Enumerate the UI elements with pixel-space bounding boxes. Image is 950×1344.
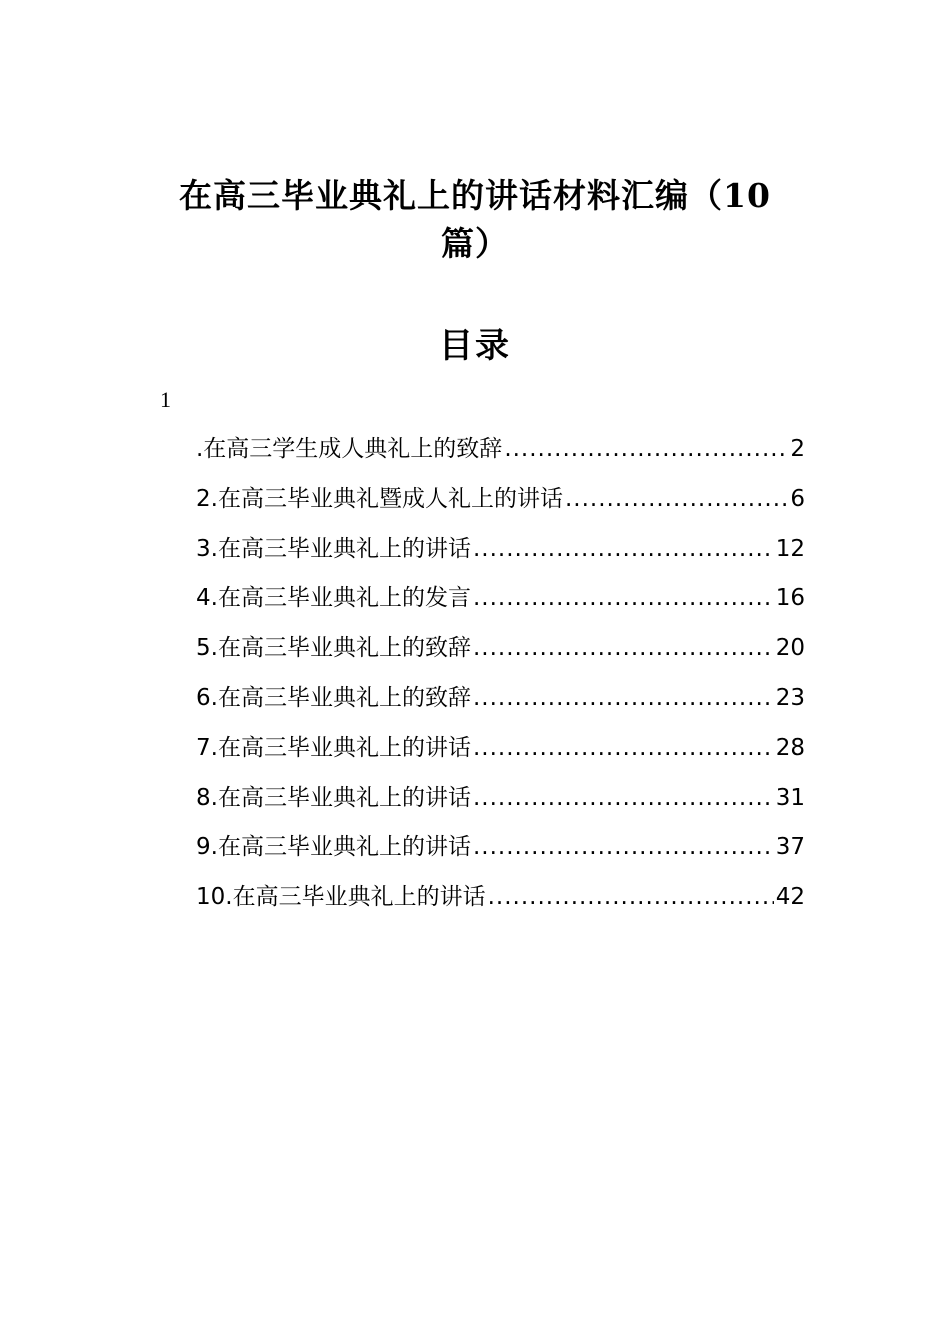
toc-entry-8[interactable] <box>196 779 805 829</box>
toc-dot-leader <box>473 828 774 866</box>
toc-entry-title: 8.在高三毕业典礼上的讲话 <box>196 784 471 811</box>
toc-dot-leader <box>473 579 774 617</box>
toc-entry-title: .在高三学生成人典礼上的致辞 <box>196 436 503 462</box>
toc-entry-9[interactable] <box>196 828 805 878</box>
document-title-line-1: 在高三毕业典礼上的讲话材料汇编（10 <box>179 176 771 215</box>
toc-entry-5[interactable] <box>196 629 805 679</box>
toc-entry-title: 7.在高三毕业典礼上的讲话 <box>196 734 471 761</box>
toc-entry-2[interactable] <box>196 480 805 530</box>
toc-entry-4[interactable] <box>196 579 805 629</box>
toc-entry-title: 4.在高三毕业典礼上的发言 <box>196 585 471 612</box>
toc-dot-leader <box>473 530 774 568</box>
table-of-contents <box>196 430 805 928</box>
toc-dot-leader <box>488 878 774 916</box>
toc-entry-title: 3.在高三毕业典礼上的讲话 <box>196 535 471 562</box>
toc-entry-title: 2.在高三毕业典礼暨成人礼上的讲话 <box>196 485 563 512</box>
toc-entry-title: 10.在高三毕业典礼上的讲话 <box>196 884 486 911</box>
toc-dot-leader <box>473 629 774 667</box>
toc-entry-3[interactable] <box>196 530 805 580</box>
toc-page-number: 6 <box>790 485 805 512</box>
document-title <box>160 172 790 268</box>
toc-entry-title: 9.在高三毕业典礼上的讲话 <box>196 834 471 861</box>
toc-dot-leader <box>504 430 788 468</box>
toc-dot-leader <box>473 729 774 767</box>
toc-dot-leader <box>565 480 788 518</box>
toc-page-number: 16 <box>775 585 805 612</box>
toc-page-number: 12 <box>775 535 805 562</box>
toc-page-number: 2 <box>790 436 805 462</box>
document-title-line-2: 篇） <box>441 224 509 263</box>
toc-page-number: 20 <box>775 635 805 662</box>
toc-entry-7[interactable] <box>196 729 805 779</box>
toc-entry-6[interactable] <box>196 679 805 729</box>
toc-entry-1[interactable] <box>196 430 805 480</box>
toc-entry-title: 5.在高三毕业典礼上的致辞 <box>196 635 471 662</box>
toc-page-number: 37 <box>775 834 805 861</box>
toc-page-number: 28 <box>775 734 805 761</box>
toc-page-number: 31 <box>775 784 805 811</box>
toc-dot-leader <box>473 679 774 717</box>
toc-page-number: 42 <box>775 884 805 911</box>
toc-marker: 1 <box>160 387 171 412</box>
toc-entry-title: 6.在高三毕业典礼上的致辞 <box>196 684 471 711</box>
toc-page-number: 23 <box>775 684 805 711</box>
toc-heading: 目录 <box>439 326 511 366</box>
toc-entry-10[interactable] <box>196 878 805 928</box>
toc-dot-leader <box>473 779 774 817</box>
